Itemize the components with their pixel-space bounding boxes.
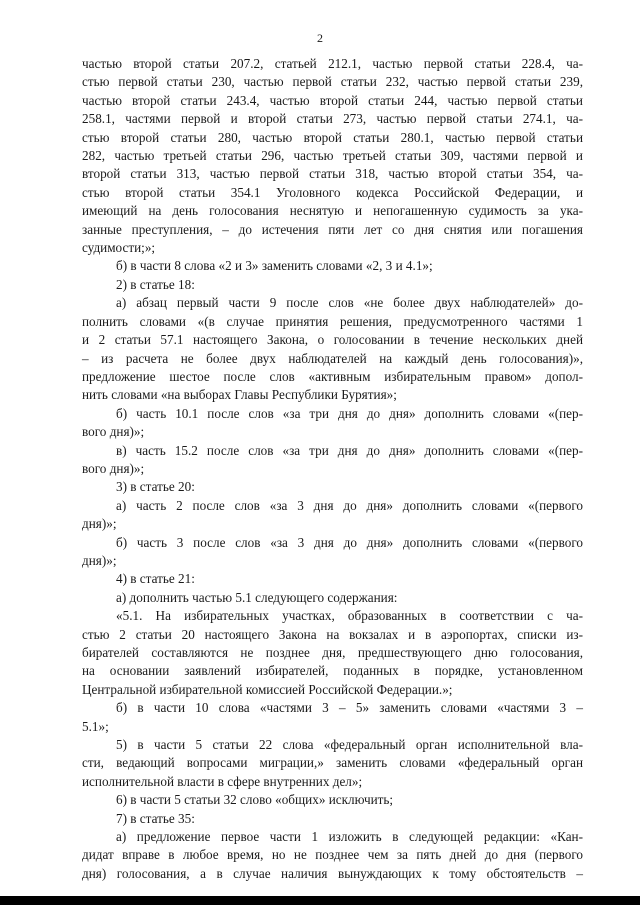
text-line: 4) в статье 21: (116, 571, 195, 587)
text-line: имеющий на день голосования неснятую и непогашенную судимость за ука- (82, 203, 583, 219)
text-line: «5.1. На избирательных участках, образованных в соответствии с ча- (116, 608, 583, 624)
text-line: вого дня)»; (82, 424, 145, 440)
text-line: б) в части 8 слова «2 и 3» заменить словами «2, 3 и 4.1»; (116, 258, 433, 274)
page-number: 2 (317, 31, 323, 45)
scan-edge-bar (0, 896, 640, 905)
text-line: занные преступления, – до истечения пяти лет со дня снятия или погашения (82, 221, 583, 237)
text-line: б) часть 10.1 после слов «за три дня до дня» дополнить словами «(пер- (116, 405, 583, 421)
text-line: а) абзац первый части 9 после слов «не более двух наблюдателей» до- (116, 295, 583, 311)
text-line: 5.1»; (82, 718, 109, 734)
text-line: 282, частью третьей статьи 296, частью третьей статьи 309, частями первой и (82, 148, 583, 164)
text-line: бирателей составляются не позднее дня, предшествующего дню голосования, (82, 645, 583, 660)
text-line: и 2 статьи 57.1 настоящего Закона, о голосовании в течение нескольких дней (82, 332, 583, 348)
text-line: а) часть 2 после слов «за 3 дня до дня» дополнить словами «(первого (116, 497, 583, 513)
text-line: предложение шестое после слов «активным избирательным правом» допол- (82, 368, 583, 384)
text-line: частью второй статьи 207.2, статьей 212.1, частью первой статьи 228.4, ча- (82, 56, 583, 71)
text-line: б) в части 10 слова «частями 3 – 5» заменить словами «частями 3 – (116, 700, 583, 716)
text-line: стью первой статьи 230, частью первой статьи 232, частью первой статьи 239, (82, 74, 583, 90)
text-line: дня)»; (82, 552, 117, 568)
text-line: дня) голосования, а в случае наличия вынуждающих к тому обстоятельств – (82, 865, 583, 881)
text-line: 2) в статье 18: (116, 276, 195, 292)
text-line: дидат вправе в любое время, но не позднее чем за пять дней до дня (первого (82, 847, 583, 863)
text-line: 258.1, частями первой и второй статьи 273, частью первой статьи 274.1, ча- (82, 111, 583, 127)
text-line: а) предложение первое части 1 изложить в следующей редакции: «Кан- (116, 829, 583, 845)
text-line: а) дополнить частью 5.1 следующего содержания: (116, 589, 398, 605)
text-line: вого дня)»; (82, 460, 145, 476)
text-line: 6) в части 5 статьи 32 слово «общих» исключить; (116, 792, 394, 808)
text-line: 7) в статье 35: (116, 810, 195, 826)
text-line: второй статьи 313, частью первой статьи 318, частью второй статьи 354, ча- (82, 166, 583, 182)
text-line: частью второй статьи 243.4, частью второй статьи 244, частью первой статьи (82, 92, 583, 108)
text-line: нить словами «на выборах Главы Республики Бурятия»; (82, 387, 397, 403)
text-line: 5) в части 5 статьи 22 слова «федеральный орган исполнительной вла- (116, 737, 583, 753)
body-text (82, 55, 583, 883)
text-line: – из расчета не более двух наблюдателей на каждый день голосования)», (82, 350, 583, 366)
text-line: на основании заявлений избирателей, поданных в порядке, установленном (82, 663, 583, 679)
text-line: стью второй статьи 280, частью второй статьи 280.1, частью первой статьи (82, 129, 583, 145)
text-line: Центральной избирательной комиссией Российской Федерации.»; (82, 681, 453, 697)
text-line: стью 2 статьи 20 настоящего Закона на вокзалах и в аэропортах, списки из- (82, 626, 583, 642)
text-line: сти, ведающий вопросами миграции,» заменить словами «федеральный орган (82, 755, 583, 771)
text-line: стью второй статьи 354.1 Уголовного кодекса Российской Федерации, и (82, 184, 583, 200)
text-line: 3) в статье 20: (116, 479, 195, 495)
text-line: дня)»; (82, 516, 117, 532)
text-line: б) часть 3 после слов «за 3 дня до дня» дополнить словами «(первого (116, 534, 583, 550)
text-line: исполнительной власти в сфере внутренних дел»; (82, 773, 363, 789)
text-line: полнить словами «(в случае принятия решения, предусмотренного частями 1 (82, 313, 583, 329)
text-line: в) часть 15.2 после слов «за три дня до дня» дополнить словами «(пер- (116, 442, 583, 458)
text-line: судимости;»; (82, 240, 156, 256)
